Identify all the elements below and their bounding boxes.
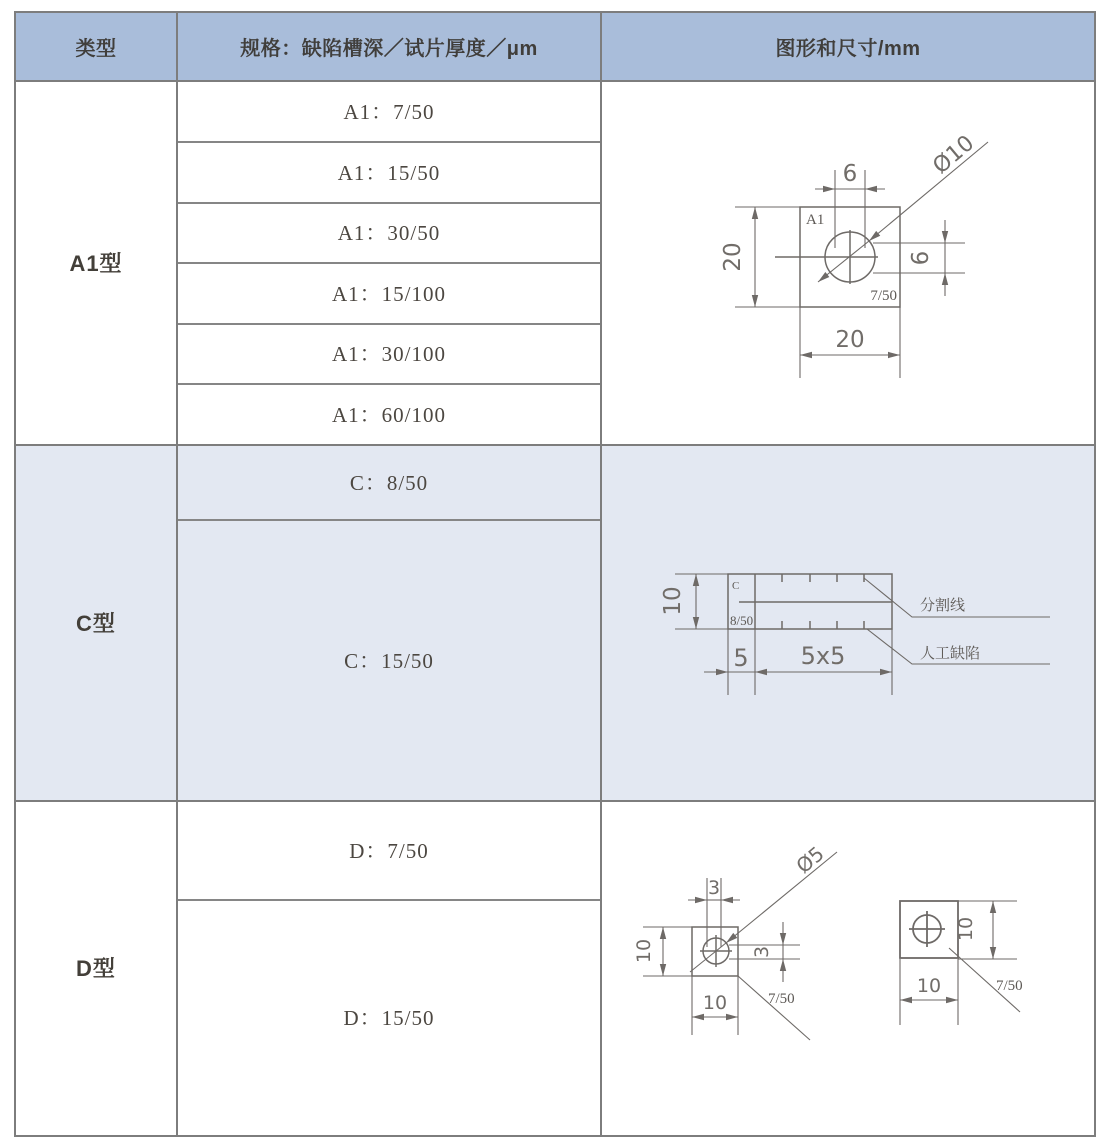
type-label-c: C型	[76, 610, 116, 636]
spec-row-divider	[177, 519, 601, 521]
type-label-a1: A1型	[69, 250, 123, 276]
d-left-defect-spec-label: 7/50	[768, 991, 795, 1007]
spec-cell: C：15/50	[344, 648, 434, 673]
spec-cell: D：15/50	[343, 1006, 435, 1030]
c-callout-divider-line: 分割线	[920, 598, 966, 614]
d-right-dim-right: 10	[955, 916, 977, 942]
spec-cell: A1：7/50	[343, 99, 435, 124]
spec-cell: A1：15/50	[337, 160, 441, 185]
d-left-dim-bottom: 10	[702, 992, 728, 1014]
d-left-diameter-label: Ø5	[791, 841, 829, 879]
c-part-label: C	[732, 580, 740, 592]
d-technical-drawing	[600, 800, 1094, 1135]
d-left-dim-right: 3	[751, 945, 773, 959]
a1-dim-bottom: 20	[835, 327, 865, 353]
header-cell-type: 类型	[75, 38, 117, 60]
a1-dim-right: 6	[908, 250, 934, 266]
a1-part-label: A1	[806, 212, 825, 228]
c-technical-drawing	[600, 444, 1094, 800]
c-d-section-border	[16, 800, 1094, 802]
spec-cell: C：8/50	[349, 470, 429, 495]
column-divider-2	[600, 13, 602, 1135]
spec-cell: A1：60/100	[332, 402, 446, 427]
a1-technical-drawing	[600, 80, 1094, 444]
header-bottom-border	[16, 80, 1094, 82]
d-left-dim-top: 3	[707, 877, 721, 899]
type-label-d: D型	[76, 956, 116, 981]
c-callout-artificial-defect: 人工缺陷	[920, 646, 981, 662]
a1-dim-top: 6	[842, 161, 858, 187]
c-dim-pitch: 5x5	[800, 642, 846, 670]
c-dim-first: 5	[733, 644, 749, 672]
spec-row-divider	[177, 141, 601, 143]
a1-defect-spec-label: 7/50	[870, 288, 897, 304]
spec-row-divider	[177, 323, 601, 325]
spec-row-divider	[177, 899, 601, 901]
spec-cell: A1：30/50	[337, 221, 441, 245]
d-right-dim-bottom: 10	[916, 975, 942, 997]
d-right-defect-spec-label: 7/50	[996, 978, 1023, 994]
c-dim-left: 10	[660, 586, 686, 616]
spec-table	[14, 11, 1096, 1137]
spec-cell: A1：15/100	[332, 281, 446, 306]
header-cell-figure: 图形和尺寸/mm	[775, 38, 921, 60]
a1-diameter-label: Ø10	[928, 130, 980, 180]
spec-cell: A1：30/100	[332, 342, 446, 366]
header-cell-spec: 规格：缺陷槽深／试片厚度／μm	[240, 38, 538, 60]
a1-c-section-border	[16, 444, 1094, 446]
d-left-dim-left: 10	[633, 938, 655, 964]
c-dimension-lines	[675, 574, 1050, 695]
spec-row-divider	[177, 262, 601, 264]
spec-row-divider	[177, 383, 601, 385]
a1-dim-left: 20	[720, 242, 746, 272]
column-divider-1	[176, 13, 178, 1135]
c-defect-spec-label: 8/50	[730, 613, 754, 628]
spec-row-divider	[177, 202, 601, 204]
d-left-dimension-lines	[643, 852, 837, 1040]
d-right-part-outline	[900, 901, 958, 958]
spec-cell: D：7/50	[349, 838, 429, 863]
